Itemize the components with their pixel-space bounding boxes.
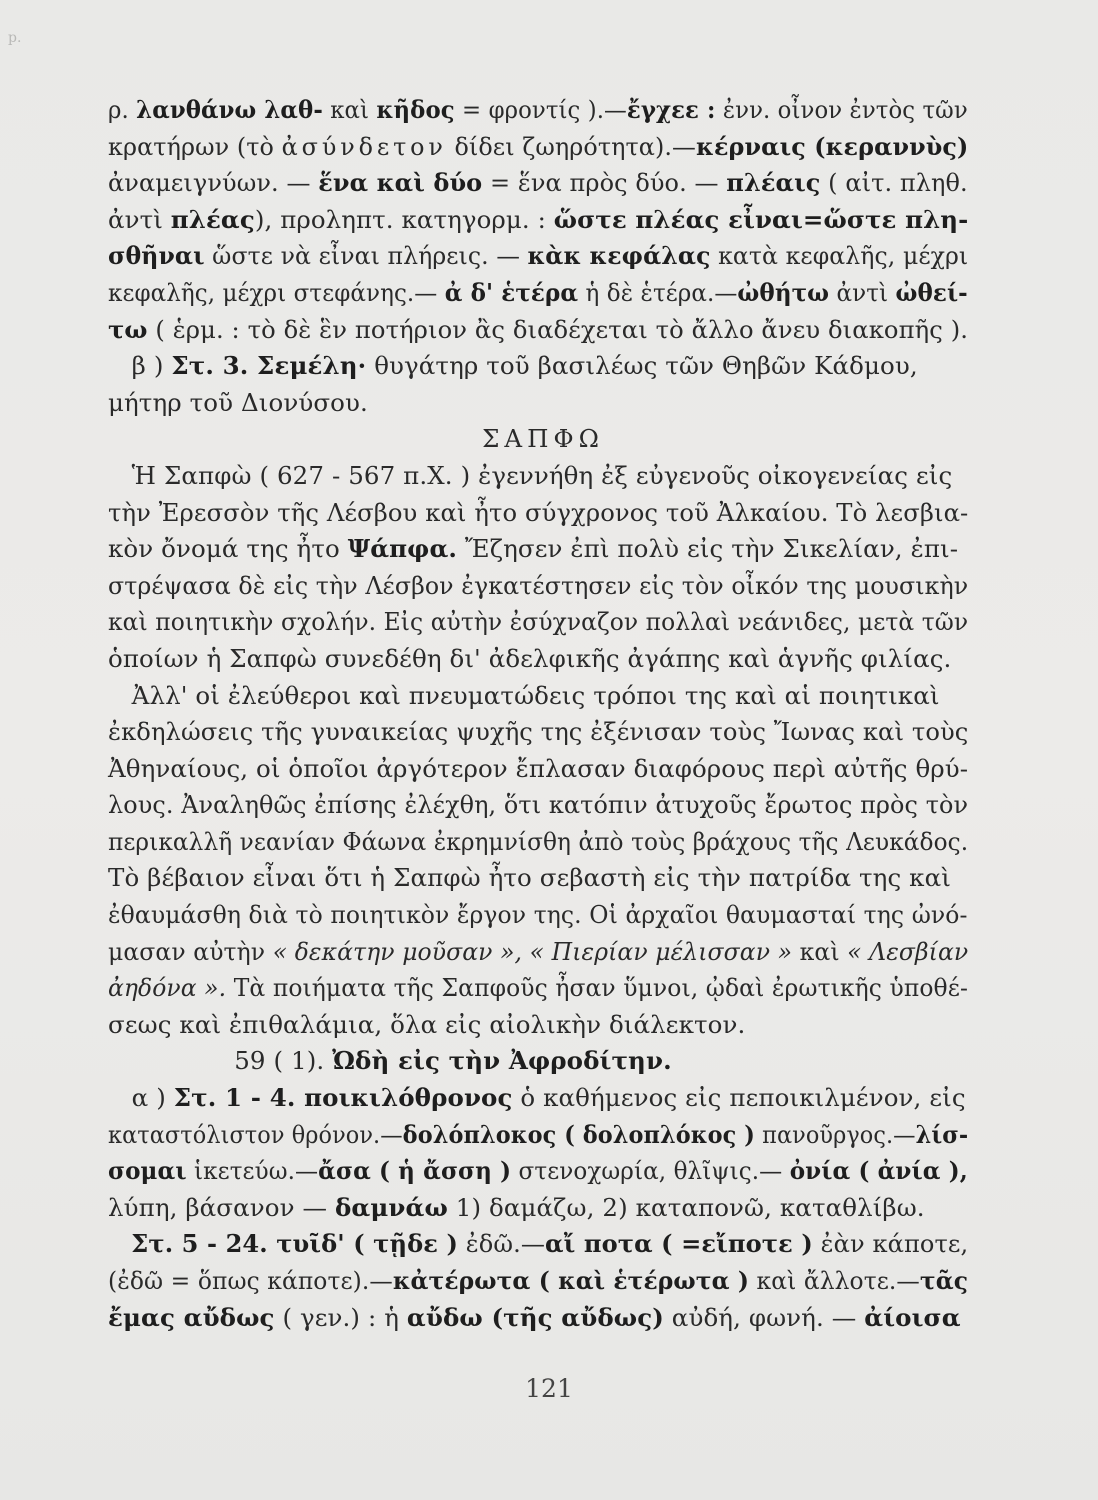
text-line xyxy=(108,202,969,239)
text-segment: καὶ ποιητικὴν σχολήν. Εἰς αὐτὴν ἐσύχναζον πολλαὶ νεάνιδες, μετὰ τῶν xyxy=(108,607,969,637)
text-segment: ἡ δὲ ἑτέρα.— xyxy=(578,277,738,307)
bold-term: αἴ ποτα ( =εἴποτε ) xyxy=(545,1229,813,1259)
text-segment: Ἔζησεν ἐπὶ πολὺ εἰς τὴν Σικελίαν, ἐπι- xyxy=(457,534,959,564)
text-segment: καταστόλιστον θρόνον.— xyxy=(108,1119,403,1149)
text-segment: καὶ xyxy=(792,936,848,966)
text-segment: ρ. xyxy=(108,95,137,124)
text-segment: Ἡ Σαπφὼ ( 627 - 567 π.Χ. ) ἐγεννήθη ἐξ εὐγενοῦς οἰκογενείας εἰς xyxy=(108,460,953,490)
bold-term: ὠθήτω xyxy=(737,277,830,307)
italic-quote: « Λεσβίαν xyxy=(847,936,969,966)
text-line xyxy=(108,568,969,605)
text-segment: κὸν ὄνομά της ἦτο xyxy=(108,534,348,564)
text-line xyxy=(108,934,969,971)
text-segment: κεφαλῆς, μέχρι στεφάνης.— xyxy=(108,277,445,307)
text-segment: 59 ( 1). xyxy=(108,1046,333,1076)
text-line xyxy=(108,824,969,861)
text-line xyxy=(108,385,968,422)
bold-term: Ὠδὴ εἰς τὴν Ἀφροδίτην. xyxy=(332,1046,672,1076)
text-line xyxy=(108,495,969,532)
italic-quote: ἀηδόνα ». xyxy=(108,973,227,1003)
text-segment: μήτηρ τοῦ Διονύσου. xyxy=(108,387,368,417)
text-line xyxy=(108,1080,968,1117)
text-line xyxy=(108,1117,969,1154)
text-segment: ( ἑρμ. : τὸ δὲ ἓν ποτήριον ἂς διαδέχεται τὸ ἄλλο ἄνευ διακοπῆς ). xyxy=(147,314,969,344)
text-segment: αὐδή, φωνή. — xyxy=(663,1302,865,1332)
text-segment: α ) xyxy=(108,1083,174,1113)
text-segment: 1) δαμάζω, 2) καταπονῶ, καταθλίβω. xyxy=(447,1192,925,1222)
bold-term: σομαι xyxy=(108,1156,187,1186)
text-line xyxy=(108,860,968,897)
text-line xyxy=(108,275,968,312)
bold-term: ἀίοισα xyxy=(864,1302,961,1332)
bold-term: πλέαις xyxy=(726,168,821,198)
bold-term: ἔγχεε : xyxy=(626,95,716,124)
bold-term: ὠθεί- xyxy=(895,277,968,307)
commentary-text xyxy=(108,92,968,1336)
bold-term: Στ. 1 - 4. ποικιλόθρονος xyxy=(173,1083,513,1113)
text-segment: Ἀλλ' οἱ ἐλεύθεροι καὶ πνευματώδεις τρόποι της καὶ αἱ ποιητικαὶ xyxy=(108,680,940,710)
text-segment: ὁποίων ἡ Σαπφὼ συνεδέθη δι' ἀδελφικῆς ἀγάπης καὶ ἁγνῆς φιλίας. xyxy=(108,643,952,673)
text-line xyxy=(108,1226,969,1263)
text-line xyxy=(108,312,969,349)
text-line xyxy=(108,678,968,715)
text-segment: ἱκετεύω.— xyxy=(186,1156,319,1186)
bold-term: σθῆναι xyxy=(108,241,205,271)
text-line xyxy=(108,970,968,1007)
text-segment: τὴν Ἐρεσσὸν τῆς Λέσβου καὶ ἦτο σύγχρονος τοῦ Ἀλκαίου. Τὸ λεσβια- xyxy=(108,497,969,527)
text-segment: ( γεν.) : ἡ xyxy=(274,1302,407,1332)
bold-term: λίσ- xyxy=(915,1119,969,1149)
text-line xyxy=(108,1007,968,1044)
text-segment: στενοχωρία, θλῖψις.— xyxy=(511,1156,790,1186)
text-segment: κατὰ κεφαλῆς, μέχρι xyxy=(710,241,969,271)
bold-term: πλέας xyxy=(170,204,255,234)
text-segment: ἀντὶ xyxy=(829,277,896,307)
bold-term: ἀ δ' ἑτέρα xyxy=(444,277,579,307)
italic-quote: « δεκάτην μοῦσαν », « Πιερίαν μέλισσαν » xyxy=(272,936,793,966)
text-segment: λύπη, βάσανον — xyxy=(108,1192,335,1222)
text-segment: ( αἰτ. πληθ. xyxy=(820,168,968,198)
text-line xyxy=(108,787,969,824)
bold-term: κἀτέρωτα ( καὶ ἑτέρωτα ) xyxy=(392,1266,750,1295)
text-line xyxy=(108,714,969,751)
bold-term: Στ. 5 - 24. τυῖδ' ( τῇδε ) xyxy=(131,1229,458,1259)
text-line xyxy=(108,531,968,568)
text-line xyxy=(108,604,969,641)
corner-mark: p. xyxy=(8,30,22,46)
text-line xyxy=(108,1043,968,1080)
bold-term: δολόπλοκος ( δολοπλόκος ) xyxy=(402,1119,755,1149)
text-segment: σεως καὶ ἐπιθαλάμια, ὅλα εἰς αἰολικὴν διάλεκτον. xyxy=(108,1009,746,1039)
text-segment: (ἐδῶ = ὅπως κάποτε).— xyxy=(108,1266,393,1295)
text-segment: ὁ καθήμενος εἰς πεποικιλμένον, εἰς xyxy=(512,1083,966,1113)
bold-term: τω xyxy=(108,314,148,344)
text-line xyxy=(108,458,968,495)
text-segment: μασαν αὐτὴν xyxy=(108,936,273,966)
text-segment: ἀντὶ xyxy=(108,204,171,234)
bold-term: Στ. 3. Σεμέλη· xyxy=(171,351,367,381)
text-line xyxy=(108,348,968,385)
text-line xyxy=(108,1153,968,1190)
text-line xyxy=(108,1300,968,1337)
text-segment: ἐὰν κάποτε, xyxy=(812,1229,969,1259)
text-line xyxy=(108,751,967,788)
text-line xyxy=(108,1263,969,1300)
bold-term: ἔμας αὔδως xyxy=(108,1302,275,1332)
text-segment: Ἀθηναίους, οἱ ὁποῖοι ἀργότερον ἔπλασαν διαφόρους περὶ αὐτῆς θρύ- xyxy=(108,753,969,783)
text-segment: ἐκδηλώσεις τῆς γυναικείας ψυχῆς της ἐξένισαν τοὺς Ἴωνας καὶ τοὺς xyxy=(108,717,969,747)
text-segment: ἐδῶ.— xyxy=(457,1229,546,1259)
bold-term: κῆδος xyxy=(376,95,455,124)
text-segment: καὶ xyxy=(322,95,377,124)
text-segment: λους. Ἀναληθῶς ἐπίσης ἐλέχθη, ὅτι κατόπιν ἀτυχοῦς ἔρωτος πρὸς τὸν xyxy=(108,790,969,820)
text-segment: ἀναμειγνύων. — xyxy=(108,168,319,198)
text-segment xyxy=(108,1229,131,1258)
bold-term: ὀνία ( ἀνία ), xyxy=(789,1156,968,1186)
bold-term: λανθάνω λαθ- xyxy=(136,95,323,124)
text-line xyxy=(108,92,968,129)
bold-term: κὰκ κεφάλας xyxy=(527,241,711,271)
text-segment: ), προληπτ. κατηγορμ. : xyxy=(254,204,554,234)
text-line xyxy=(108,897,968,934)
text-line xyxy=(108,1190,968,1227)
bold-term: Ψάπφα. xyxy=(347,534,458,564)
bold-term: ἕνα καὶ δύο xyxy=(318,168,483,198)
section-heading: ΣΑΠΦΩ xyxy=(482,424,604,454)
text-segment: β ) xyxy=(108,351,172,381)
text-segment: ὥστε νὰ εἶναι πλήρεις. — xyxy=(204,241,528,271)
text-segment: δίδει ζωηρότητα).— xyxy=(446,131,696,161)
bold-term: κέρναις (κεραννὺς) xyxy=(695,131,969,161)
text-segment: Τὰ ποιήματα τῆς Σαπφοῦς ἦσαν ὕμνοι, ᾠδαὶ ἐρωτικῆς ὑποθέ- xyxy=(226,973,968,1003)
text-segment: καὶ ἄλλοτε.— xyxy=(749,1266,920,1295)
text-segment: Τὸ βέβαιον εἶναι ὅτι ἡ Σαπφὼ ἦτο σεβαστὴ εἰς τὴν πατρίδα της καὶ xyxy=(108,863,951,893)
text-line xyxy=(108,238,969,275)
text-segment: στρέψασα δὲ εἰς τὴν Λέσβον ἐγκατέστησεν εἰς τὸν οἶκόν της μουσικὴν xyxy=(108,570,969,600)
text-segment: = ἕνα πρὸς δύο. — xyxy=(482,168,727,198)
bold-term: δαμνάω xyxy=(334,1192,448,1222)
text-segment: = φροντίς ).— xyxy=(454,95,627,124)
bold-term: τᾶς xyxy=(919,1266,969,1295)
text-segment: ἐθαυμάσθη διὰ τὸ ποιητικὸν ἔργον της. Οἱ ἀρχαῖοι θαυμασταί της ὠνό- xyxy=(108,900,968,930)
text-line xyxy=(108,129,969,166)
bold-term: αὔδω (τῆς αὔδως) xyxy=(406,1302,664,1332)
text-segment: θυγάτηρ τοῦ βασιλέως τῶν Θηβῶν Κάδμου, xyxy=(366,351,918,381)
text-line xyxy=(108,165,968,202)
text-segment: κρατήρων (τὸ xyxy=(108,131,282,161)
bold-term: ὥστε πλέας εἶναι=ὥστε πλη- xyxy=(553,204,969,234)
text-segment: ἀσύνδετον xyxy=(281,131,447,161)
page-number: 121 xyxy=(525,1374,573,1403)
text-segment: περικαλλῆ νεανίαν Φάωνα ἐκρημνίσθη ἀπὸ τοὺς βράχους τῆς Λευκάδος. xyxy=(108,826,969,856)
text-line xyxy=(108,641,968,678)
text-segment: ἐνν. οἶνον ἐντὸς τῶν xyxy=(715,95,968,124)
bold-term: ἄσα ( ἡ ἄσση ) xyxy=(318,1156,512,1186)
text-segment: πανοῦργος.— xyxy=(754,1119,916,1149)
